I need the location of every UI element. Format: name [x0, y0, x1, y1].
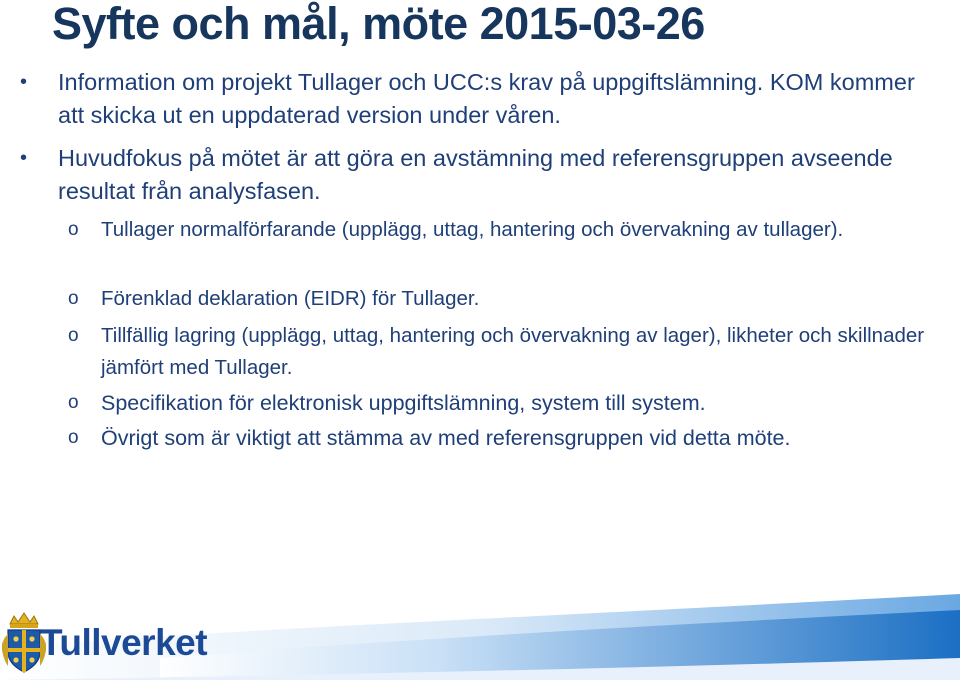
slide-title: Syfte och mål, möte 2015-03-26 — [52, 0, 705, 49]
logo-text: Tullverket — [40, 622, 208, 663]
sub-bullet-item — [68, 387, 941, 419]
sub-bullet-item — [68, 283, 941, 315]
bullet-item — [20, 66, 938, 132]
sub-bullet-text: Förenklad deklaration (EIDR) för Tullager. — [101, 287, 480, 310]
sub-bullet-item — [68, 422, 941, 454]
sub-bullet-marker: o — [68, 288, 79, 309]
sub-bullet-text: Tullager normalförfarande (upplägg, uttag, hantering och övervakning av tullager). — [101, 218, 844, 241]
bullet-marker: • — [20, 147, 28, 169]
sub-bullet-text: Tillfällig lagring (upplägg, uttag, hantering och övervakning av lager), likheter och skillnader jämfört med Tullager. — [101, 324, 925, 379]
sub-bullet-text: Specifikation för elektronisk uppgiftslämning, system till system. — [101, 391, 706, 415]
bullet-text: Huvudfokus på mötet är att göra en avstämning med referensgruppen avseende resultat från analysfasen. — [58, 145, 893, 204]
sub-bullet-item — [68, 320, 941, 384]
sub-bullet-item — [68, 214, 941, 246]
sub-bullet-marker: o — [68, 392, 79, 413]
bullet-text: Information om projekt Tullager och UCC:s krav på uppgiftslämning. KOM kommer att skicka ut en uppdaterad version under våren. — [58, 69, 915, 128]
sub-bullet-marker: o — [68, 219, 79, 240]
bullet-marker: • — [20, 71, 28, 93]
sub-bullet-text: Övrigt som är viktigt att stämma av med referensgruppen vid detta möte. — [101, 426, 791, 450]
bullet-item — [20, 142, 938, 208]
sub-bullet-marker: o — [68, 427, 79, 448]
sub-bullet-marker: o — [68, 325, 79, 346]
footer — [0, 588, 960, 680]
